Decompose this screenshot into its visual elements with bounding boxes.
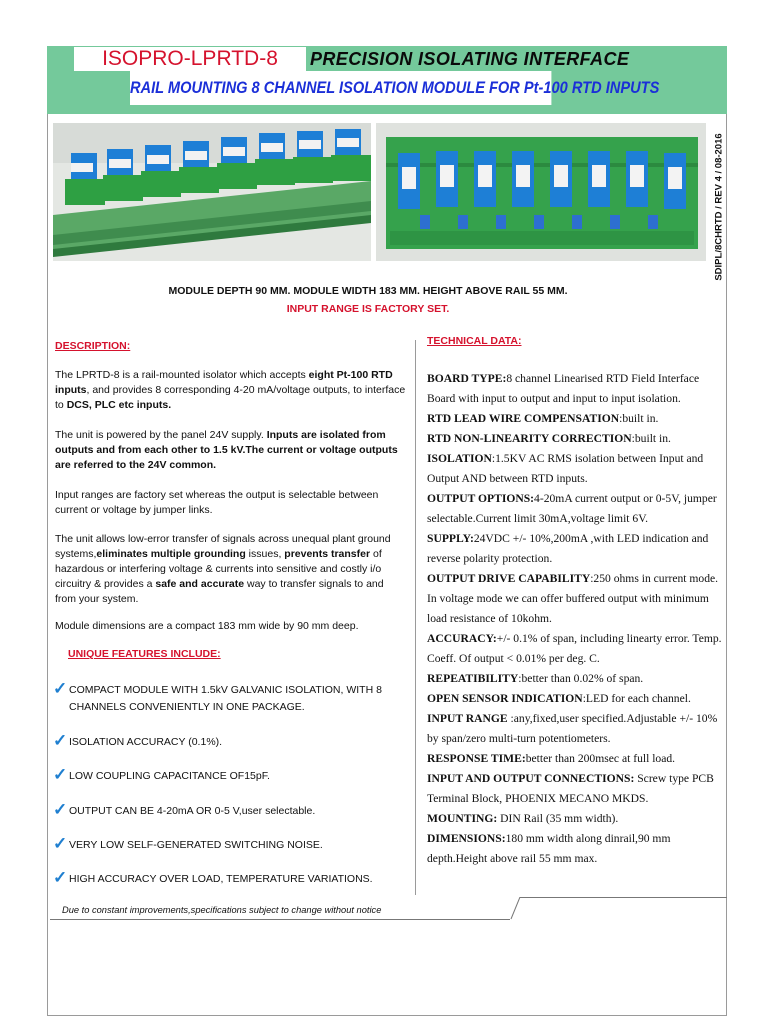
- checkmark-icon: ✓: [53, 765, 68, 784]
- tech-item-repeatability: REPEATIBILITY:better than 0.02% of span.: [427, 672, 644, 685]
- product-code: ISOPRO-LPRTD-8: [74, 47, 306, 71]
- features-heading: UNIQUE FEATURES INCLUDE:: [68, 648, 221, 660]
- checkmark-icon: ✓: [53, 731, 68, 750]
- footer-disclaimer: Due to constant improvements,specifications subject to change without notice: [62, 905, 382, 915]
- technical-heading: TECHNICAL DATA:: [427, 335, 522, 347]
- tech-item-connections: INPUT AND OUTPUT CONNECTIONS: Screw type PCB Terminal Block, PHOENIX MECANO MKDS.: [427, 772, 714, 805]
- tech-item-input-range: INPUT RANGE :any,fixed,user specified.Adjustable +/- 10% by span/zero multi-turn potentiometers.: [427, 712, 718, 745]
- description-paragraph-4: The unit allows low-error transfer of signals across unequal plant ground systems,eliminates multiple grounding issues, prevents transfer of hazardous or interfering voltage & currents into sensitive and costly i/o circuitry & provides a safe and accurate way to transfer signals to and from your system.: [55, 533, 391, 605]
- tech-item-response-time: RESPONSE TIME:better than 200msec at full load.: [427, 752, 676, 765]
- module-dimensions: MODULE DEPTH 90 MM. MODULE WIDTH 183 MM. HEIGHT ABOVE RAIL 55 MM.: [168, 285, 568, 297]
- tech-item-drive-capability: OUTPUT DRIVE CAPABILITY:250 ohms in current mode. In voltage mode we can offer buffered output with minimum load resistance of 10kohm.: [427, 572, 719, 625]
- description-paragraph-3: Input ranges are factory set whereas the output is selectable between current or voltage by jumper links.: [55, 489, 379, 516]
- tech-item-dimensions: DIMENSIONS:180 mm width along dinrail,90 mm depth.Height above rail 55 mm max.: [427, 832, 671, 865]
- tech-item-mounting: MOUNTING: DIN Rail (35 mm width).: [427, 812, 619, 825]
- technical-data-list: [427, 369, 727, 869]
- revision-code: SDIPL/8CHRTD / REV 4 / 08-2016: [713, 133, 725, 281]
- tech-item-supply: SUPPLY:24VDC +/- 10%,200mA ,with LED indication and reverse polarity protection.: [427, 532, 709, 565]
- footer-rule-right: [520, 897, 727, 898]
- feature-item: ✓ HIGH ACCURACY OVER LOAD, TEMPERATURE VARIATIONS.: [53, 868, 373, 887]
- product-photo-top-view: [376, 123, 706, 261]
- feature-item: ✓ LOW COUPLING CAPACITANCE OF15pF.: [53, 765, 270, 784]
- description-paragraph-5: Module dimensions are a compact 183 mm wide by 90 mm deep.: [55, 620, 359, 632]
- feature-item: ✓ VERY LOW SELF-GENERATED SWITCHING NOISE.: [53, 834, 323, 853]
- checkmark-icon: ✓: [53, 800, 68, 819]
- tech-item-non-linearity: RTD NON-LINEARITY CORRECTION:built in.: [427, 432, 671, 445]
- checkmark-icon: ✓: [53, 868, 68, 887]
- tech-item-board-type: BOARD TYPE:8 channel Linearised RTD Field Interface Board with input to output and input to input isolation.: [427, 372, 700, 405]
- input-range-note: INPUT RANGE IS FACTORY SET.: [286, 303, 450, 315]
- checkmark-icon: ✓: [53, 834, 68, 853]
- product-photo-side-view: [53, 123, 371, 261]
- tech-item-output-options: OUTPUT OPTIONS:4-20mA current output or 0-5V, jumper selectable.Current limit 30mA,voltage limit 6V.: [427, 492, 717, 525]
- tech-item-open-sensor: OPEN SENSOR INDICATION:LED for each channel.: [427, 692, 691, 705]
- description-paragraph-2: The unit is powered by the panel 24V supply. Inputs are isolated from outputs and from each other to 1.5 kV.The current or voltage outputs are referred to the 24V common.: [55, 429, 398, 471]
- description-heading: DESCRIPTION:: [55, 340, 131, 352]
- tech-item-lead-wire: RTD LEAD WIRE COMPENSATION:built in.: [427, 412, 659, 425]
- feature-item: ✓ COMPACT MODULE WITH 1.5kV GALVANIC ISOLATION, WITH 8 CHANNELS CONVENIENTLY IN ONE PACKAGE.: [53, 679, 382, 713]
- tech-item-accuracy: ACCURACY:+/- 0.1% of span, including linearty error. Temp. Coeff. Of output < 0.01% per deg. C.: [427, 632, 722, 665]
- description-paragraph-1: The LPRTD-8 is a rail-mounted isolator which accepts eight Pt-100 RTD inputs, and provides 8 corresponding 4-20 mA/voltage outputs, to interface to DCS, PLC etc inputs.: [55, 369, 406, 411]
- checkmark-icon: ✓: [53, 679, 68, 698]
- column-divider: [415, 340, 416, 895]
- product-subtitle: RAIL MOUNTING 8 CHANNEL ISOLATION MODULE FOR Pt-100 RTD INPUTS: [130, 71, 551, 105]
- tech-item-isolation: ISOLATION:1.5KV AC RMS isolation between Input and Output AND between RTD inputs.: [427, 452, 704, 485]
- footer-rule: [50, 919, 510, 920]
- footer-rule-slash: [508, 897, 522, 921]
- product-tagline: PRECISION ISOLATING INTERFACE: [310, 49, 630, 69]
- feature-item: ✓ OUTPUT CAN BE 4-20mA OR 0-5 V,user selectable.: [53, 800, 316, 819]
- feature-item: ✓ ISOLATION ACCURACY (0.1%).: [53, 731, 223, 750]
